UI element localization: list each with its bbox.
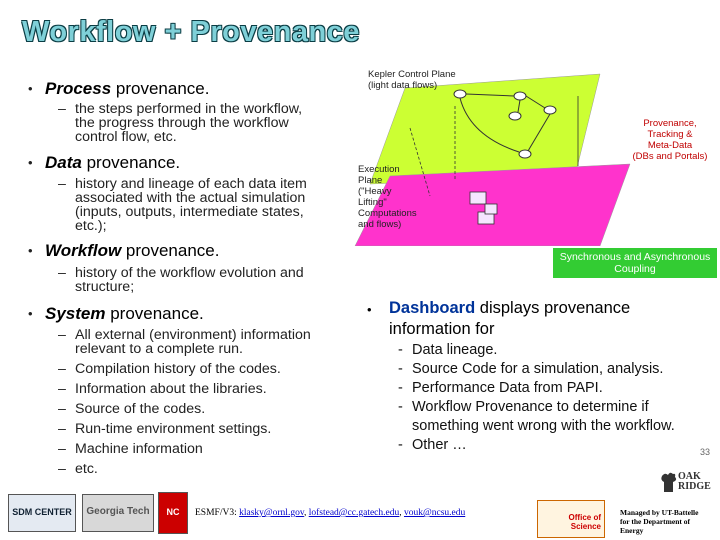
- dash-item-4: Workflow Provenance to determine if: [412, 399, 649, 415]
- bullet-system-rest: provenance.: [105, 304, 204, 323]
- bullet-process: [45, 79, 209, 99]
- sub-dash: –: [58, 265, 66, 281]
- prov-label-1: Provenance,: [643, 118, 697, 129]
- gt-text: Georgia Tech: [86, 506, 150, 517]
- bullet-dot: •: [28, 243, 33, 258]
- exec-label-5: Computations: [358, 208, 417, 219]
- dash-bullet: -: [398, 380, 403, 396]
- oak-ridge-logo: [656, 470, 716, 494]
- sdm-center-logo: [8, 494, 76, 532]
- bullet-dot: •: [28, 81, 33, 96]
- bullet-data-rest: provenance.: [81, 153, 181, 172]
- sub-system-5: Run-time environment settings.: [75, 421, 272, 437]
- dash-item-2: Source Code for a simulation, analysis.: [412, 361, 664, 377]
- email-link-1[interactable]: klasky@ornl.gov: [239, 508, 304, 518]
- prov-label-2: Tracking &: [647, 129, 693, 140]
- dash-item-3: Performance Data from PAPI.: [412, 380, 603, 396]
- oak-ridge-text: OAK RIDGE: [678, 471, 711, 492]
- sub-dash: –: [58, 176, 66, 192]
- bullet-dot: •: [367, 302, 372, 317]
- managed-by: [620, 508, 698, 535]
- sub-data-3: (inputs, outputs, intermediate states,: [75, 204, 304, 220]
- exec-label-4: Lifting": [358, 197, 387, 208]
- prov-label-4: (DBs and Portals): [632, 151, 708, 162]
- sub-process-3: control flow, etc.: [75, 129, 177, 145]
- bullet-system-em: System: [45, 304, 106, 323]
- dash-item-5: something went wrong with the workflow.: [412, 418, 675, 434]
- sub-workflow-2: structure;: [75, 279, 135, 295]
- office-of-science-logo: [537, 500, 605, 538]
- dash-bullet: -: [398, 342, 403, 358]
- footer-sep: ,: [303, 508, 309, 518]
- bullet-data-em: Data: [45, 153, 82, 172]
- sub-system-4: Source of the codes.: [75, 401, 206, 417]
- exec-label-6: and flows): [358, 219, 402, 230]
- bullet-workflow-rest: provenance.: [121, 241, 220, 260]
- sub-system-7: etc.: [75, 461, 98, 477]
- sub-system-1b: relevant to a complete run.: [75, 341, 243, 357]
- managed-by-2: for the Department of: [620, 517, 691, 526]
- sub-system-1a: All external (environment) information: [75, 327, 311, 343]
- sub-dash: –: [58, 381, 66, 397]
- sub-data-4: etc.);: [75, 218, 107, 234]
- sync-label-1: Synchronous and Asynchronous: [559, 251, 711, 263]
- dash-item-6: Other …: [412, 437, 467, 453]
- dash-bullet: -: [398, 361, 403, 377]
- sub-data-1: history and lineage of each data item: [75, 176, 307, 192]
- sub-system-3: Information about the libraries.: [75, 381, 267, 397]
- dashboard-heading-rest: displays provenance: [475, 299, 631, 317]
- sub-dash: –: [58, 441, 66, 457]
- sub-dash: –: [58, 421, 66, 437]
- bullet-workflow-em: Workflow: [45, 241, 122, 260]
- kepler-label-2: (light data flows): [368, 80, 438, 91]
- footer-prefix: ESMF/V3:: [195, 508, 240, 518]
- email-link-2[interactable]: lofstead@cc.gatech.edu: [308, 508, 400, 518]
- sub-dash: –: [58, 101, 66, 117]
- managed-by-3: Energy: [620, 526, 644, 535]
- email-link-3[interactable]: vouk@ncsu.edu: [403, 508, 466, 518]
- bullet-process-em: Process: [45, 79, 112, 98]
- kepler-label-1: Kepler Control Plane: [368, 69, 456, 80]
- bullet-workflow: [45, 241, 219, 261]
- footer-sep: ,: [399, 508, 404, 518]
- georgia-tech-logo: [82, 494, 154, 532]
- exec-label-3: ("Heavy: [358, 186, 392, 197]
- bullet-process-rest: provenance.: [111, 79, 210, 98]
- dash-bullet: -: [398, 399, 403, 415]
- nc-state-logo: [158, 492, 188, 534]
- oos-text: Office of Science: [568, 513, 601, 531]
- nc-text: NC: [166, 507, 180, 517]
- sub-dash: –: [58, 327, 66, 343]
- sub-dash: –: [58, 461, 66, 477]
- sub-dash: –: [58, 361, 66, 377]
- page-number: 33: [700, 447, 711, 457]
- sub-data-2: associated with the actual simulation: [75, 190, 306, 206]
- bullet-dot: •: [28, 155, 33, 170]
- dashboard-heading-2: information for: [389, 320, 495, 338]
- sub-process-1: the steps performed in the workflow,: [75, 101, 303, 117]
- sub-dash: –: [58, 401, 66, 417]
- dash-item-1: Data lineage.: [412, 342, 498, 358]
- exec-label-2: Plane: [358, 175, 383, 186]
- sub-workflow-1: history of the workflow evolution and: [75, 265, 304, 281]
- bullet-data: [45, 153, 180, 173]
- slide-title: Workflow + Provenance: [22, 16, 360, 48]
- sub-system-2: Compilation history of the codes.: [75, 361, 281, 377]
- prov-label-3: Meta-Data: [647, 140, 693, 151]
- exec-label-1: Execution: [358, 164, 400, 175]
- dashboard-heading-blue: Dashboard: [389, 299, 476, 317]
- managed-by-1: Managed by UT-Battelle: [620, 508, 699, 517]
- sync-label-2: Coupling: [614, 263, 656, 275]
- sdm-text: SDM CENTER: [12, 507, 72, 517]
- bullet-dot: •: [28, 306, 33, 321]
- sub-process-2: the progress through the workflow: [75, 115, 289, 131]
- dashboard-heading: [389, 298, 630, 319]
- dash-bullet: -: [398, 437, 403, 453]
- sync-coupling-box: [553, 248, 717, 278]
- sub-system-6: Machine information: [75, 441, 203, 457]
- bullet-system: [45, 304, 204, 324]
- footer-contacts: [195, 508, 465, 518]
